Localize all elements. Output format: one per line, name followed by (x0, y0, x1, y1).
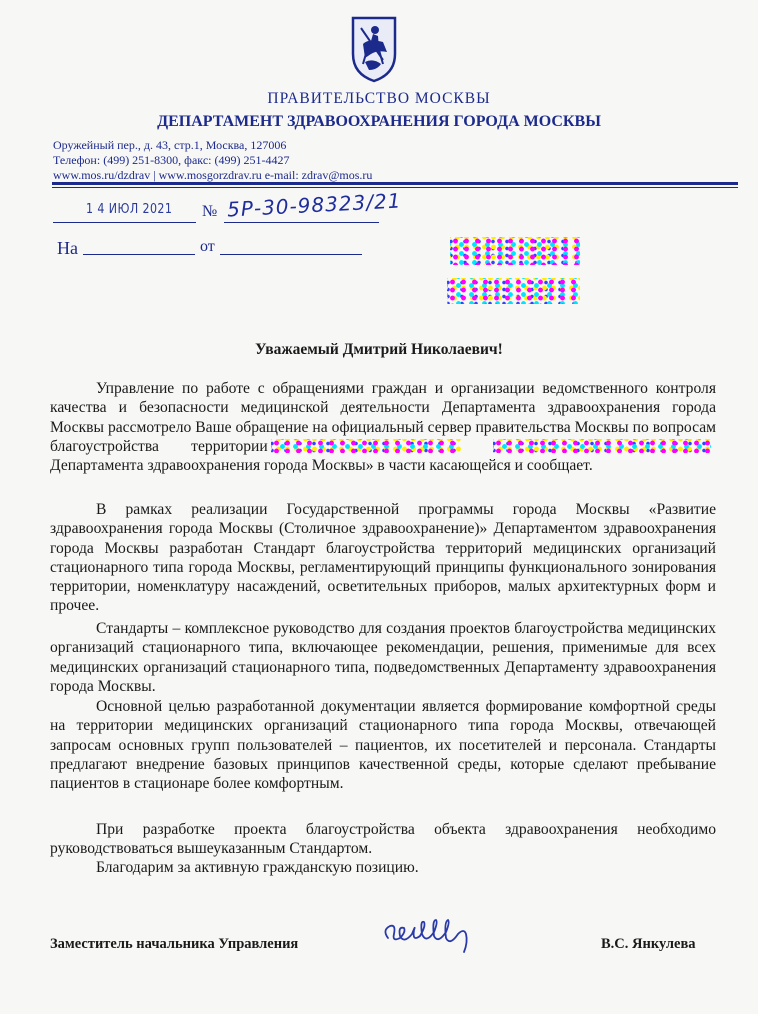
ot-underline (220, 254, 362, 255)
greeting: Уважаемый Дмитрий Николаевич! (255, 341, 503, 358)
government-title: ПРАВИТЕЛЬСТВО МОСКВЫ (267, 90, 491, 107)
redacted-territory-2 (493, 439, 711, 453)
number-label: № (202, 203, 218, 220)
date-stamp: 1 4 ИЮЛ 2021 (86, 202, 173, 217)
registration-number: 5Р-30-98323/21 (226, 188, 402, 222)
number-underline (224, 222, 379, 223)
paragraph-2-text: В рамках реализации Государственной программы города Москвы «Развитие здравоохранения города Москвы (Столичное здравоохранение)» Департаментом здравоохранения города Москвы разработан Стандарт благоустройства территорий медицинских организаций стационарного типа города Москвы, регламентирующий принципы функционального зонирования территории, номенклатуру насаждений, осветительных приборов, малых архитектурных форм и прочее. (50, 501, 716, 615)
paragraph-1-start: Управление по работе с обращениями граждан и организации ведомственного контроля качества и безопасности медицинской деятельности Департамента здравоохранения города Москвы рассмотрело Ваше обращение на официальный сервер правительства Москвы по вопросам благоустройства территории (50, 380, 716, 455)
header-divider (52, 182, 738, 185)
signer-name: В.С. Янкулева (601, 936, 696, 952)
paragraph-5 (50, 820, 716, 859)
date-underline (53, 222, 196, 223)
na-underline (83, 254, 195, 255)
ot-label: от (200, 238, 215, 255)
paragraph-3-text: Стандарты – комплексное руководство для создания проектов благоустройства медицинских организаций стационарного типа, включающее рекомендации, решения, применимые для всех медицинских организаций стационарного типа, подведомственных Департаменту здравоохранения города Москвы. (50, 620, 716, 695)
paragraph-6-text: Благодарим за активную гражданскую позицию. (96, 859, 419, 876)
paragraph-2 (50, 500, 716, 616)
handwritten-signature (380, 912, 505, 954)
na-label: На (57, 238, 78, 258)
web-line: www.mos.ru/dzdrav | www.mosgorzdrav.ru e-mail: zdrav@mos.ru (53, 168, 373, 182)
signer-title: Заместитель начальника Управления (50, 936, 299, 952)
paragraph-1 (50, 379, 716, 475)
redacted-recipient-address (447, 278, 580, 304)
phone-line: Телефон: (499) 251-8300, факс: (499) 251-4427 (53, 153, 290, 167)
address-line: Оружейный пер., д. 43, стр.1, Москва, 127006 (53, 138, 287, 152)
paragraph-4 (50, 697, 716, 793)
redacted-territory-1 (271, 439, 461, 453)
moscow-coat-of-arms-icon (349, 14, 399, 84)
paragraph-4-text: Основной целью разработанной документации является формирование комфортной среды на территории медицинских организаций стационарного типа города Москвы, отвечающей запросам основных групп пользователей – пациентов, их посетителей и персонала. Стандарты предлагают внедрение базовых принципов качественной среды, которые сделают пребывание пациентов в стационаре более комфортным. (50, 698, 716, 793)
redacted-recipient-name (450, 237, 580, 265)
department-title: ДЕПАРТАМЕНТ ЗДРАВООХРАНЕНИЯ ГОРОДА МОСКВЫ (157, 113, 601, 130)
paragraph-1-end: Департамента здравоохранения города Москвы» в части касающейся и сообщает. (50, 457, 593, 475)
paragraph-6 (50, 858, 716, 877)
paragraph-5-text: При разработке проекта благоустройства объекта здравоохранения необходимо руководствоваться вышеуказанным Стандартом. (50, 821, 716, 858)
paragraph-3 (50, 619, 716, 696)
